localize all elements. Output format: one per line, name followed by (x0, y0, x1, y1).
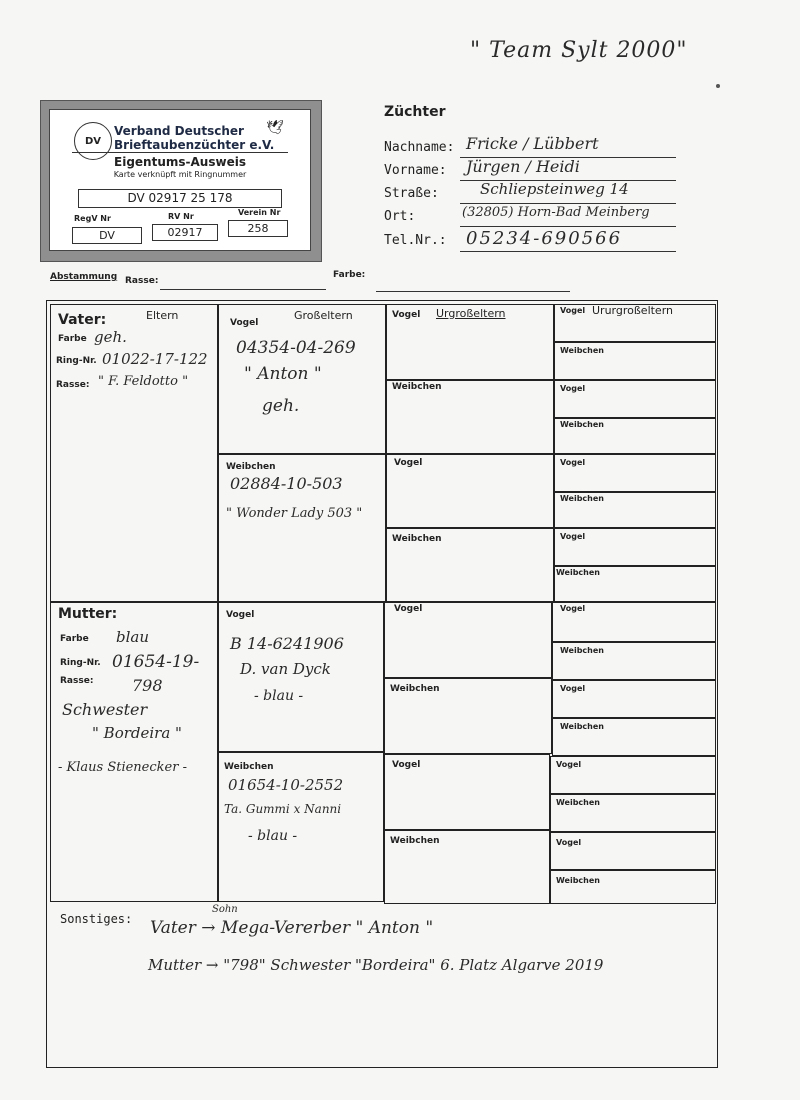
sonstiges-sohn: Sohn (212, 904, 238, 915)
urgross-4-label: Weibchen (392, 534, 442, 544)
vater-heading: Vater: (58, 312, 107, 328)
mutter-weibchen-ring: 01654-10-2552 (228, 776, 344, 794)
card-divider (72, 152, 288, 153)
vater-farbe-value: geh. (94, 328, 127, 346)
mutter-vogel-label: Vogel (226, 610, 255, 620)
ururgross-14-label: Weibchen (556, 798, 600, 807)
vater-weibchen-label: Weibchen (226, 462, 276, 472)
ururgross-2-label: Weibchen (560, 346, 604, 355)
vater-rasse-label: Rasse: (56, 380, 90, 390)
ururgross-11-label: Vogel (560, 684, 586, 693)
ururgross-12-label: Weibchen (560, 722, 604, 731)
mutter-farbe-value: blau (116, 628, 150, 646)
mutter-vogel-name: D. van Dyck (240, 660, 331, 678)
ururgross-1-label: Vogel (560, 306, 586, 315)
breeder-heading: Züchter (384, 104, 446, 120)
team-note: " Team Sylt 2000" (470, 38, 688, 63)
firstname-label: Vorname: (384, 163, 447, 178)
vater-ring-value: 01022-17-122 (102, 350, 208, 368)
mutter-vogel-ring: B 14-6241906 (230, 634, 344, 653)
verein-value: 258 (228, 220, 288, 237)
verein-label: Verein Nr (238, 208, 281, 217)
vater-vogel-farbe: geh. (262, 396, 300, 416)
mutter-box (50, 602, 218, 902)
phone-line (460, 251, 676, 252)
vater-weibchen-name: " Wonder Lady 503 " (226, 506, 363, 521)
mutter-vogel-farbe: - blau - (254, 688, 304, 704)
lastname-label: Nachname: (384, 140, 455, 155)
vater-vogel-name: " Anton " (244, 364, 322, 384)
ownership-card-inner (49, 109, 311, 251)
phone-value: 05234-690566 (466, 228, 623, 249)
mutter-rasse-label: Rasse: (60, 676, 94, 686)
rasse-label: Rasse: (125, 276, 159, 286)
card-linked-text: Karte verknüpft mit Ringnummer (113, 170, 247, 179)
rasse-line (160, 289, 326, 290)
sonstiges-label: Sonstiges: (60, 912, 133, 926)
urgrosseltern-heading: Urgroßeltern (436, 307, 506, 320)
ururgross-10-label: Weibchen (560, 646, 604, 655)
rv-value: 02917 (152, 224, 218, 241)
ururgross-8-label: Weibchen (556, 568, 600, 577)
ururgross-15-label: Vogel (556, 838, 582, 847)
urgross-7-label: Vogel (392, 760, 421, 770)
bird-icon: 🕊 (266, 120, 284, 136)
ururgrosseltern-heading: Ururgroßeltern (592, 304, 674, 317)
mutter-note3: - Klaus Stienecker - (58, 760, 187, 775)
grosseltern-heading: Großeltern (294, 309, 353, 322)
mutter-ring-value: 01654-19- (112, 652, 200, 672)
pigeon-logo-icon: DV (74, 122, 112, 160)
ururgross-6-label: Weibchen (560, 494, 604, 503)
card-title: Eigentums-Ausweis (114, 155, 246, 169)
firstname-value: Jürgen / Heidi (466, 157, 580, 176)
vater-vogel-ring: 04354-04-269 (236, 338, 356, 358)
lastname-value: Fricke / Lübbert (466, 134, 599, 153)
farbe-label: Farbe: (333, 270, 366, 280)
vater-box (50, 304, 218, 602)
mutter-weibchen-name: Ta. Gummi x Nanni (224, 802, 342, 816)
urgross-8-label: Weibchen (390, 836, 440, 846)
vater-weibchen-ring: 02884-10-503 (230, 474, 343, 493)
ururgross-13-label: Vogel (556, 760, 582, 769)
mutter-weibchen-farbe: - blau - (248, 828, 298, 844)
ownership-card (40, 100, 322, 262)
vater-farbe-label: Farbe (58, 334, 87, 344)
street-line (460, 203, 676, 204)
city-line (460, 226, 676, 227)
vater-ring-label: Ring-Nr. (56, 356, 97, 366)
ink-dot (716, 84, 720, 88)
mutter-ring-label: Ring-Nr. (60, 658, 101, 668)
card-org-line1: Verband Deutscher (114, 124, 244, 138)
card-dv-number: DV 02917 25 178 (78, 189, 282, 208)
mutter-heading: Mutter: (58, 606, 118, 622)
urgross-3-label: Vogel (394, 458, 423, 468)
rv-label: RV Nr (168, 212, 194, 221)
ururgross-16-label: Weibchen (556, 876, 600, 885)
street-label: Straße: (384, 186, 439, 201)
street-value: Schliepsteinweg 14 (480, 180, 629, 198)
card-org-name (114, 124, 274, 152)
ururgross-5-label: Vogel (560, 458, 586, 467)
abstammung-label: Abstammung (50, 272, 118, 282)
mutter-weibchen-box (218, 752, 384, 902)
sonstiges-line2: Mutter → "798" Schwester "Bordeira" 6. Platz Algarve 2019 (148, 956, 604, 974)
ururgross-9-label: Vogel (560, 604, 586, 613)
city-value: (32805) Horn-Bad Meinberg (462, 205, 650, 220)
vater-vogel-label: Vogel (230, 318, 259, 328)
regv-label: RegV Nr (74, 214, 111, 223)
urgross-5-label: Vogel (394, 604, 423, 614)
mutter-weibchen-label: Weibchen (224, 762, 274, 772)
urgross-1-label: Vogel (392, 310, 421, 320)
mutter-note2: " Bordeira " (92, 724, 182, 742)
mutter-note1: Schwester (62, 700, 148, 719)
sonstiges-line1: Vater → Mega-Vererber " Anton " (150, 918, 434, 938)
urgross-6-label: Weibchen (390, 684, 440, 694)
card-org-line2: Brieftaubenzüchter e.V. (114, 138, 275, 152)
mutter-ring2-value: 798 (132, 676, 163, 695)
vater-rasse-value: " F. Feldotto " (98, 374, 189, 389)
eltern-heading: Eltern (146, 309, 179, 322)
mutter-farbe-label: Farbe (60, 634, 89, 644)
ururgross-7-label: Vogel (560, 532, 586, 541)
phone-label: Tel.Nr.: (384, 233, 447, 248)
farbe-line (376, 291, 570, 292)
ururgross-4-label: Weibchen (560, 420, 604, 429)
regv-value: DV (72, 227, 142, 244)
city-label: Ort: (384, 209, 416, 224)
urgross-2-label: Weibchen (392, 382, 442, 392)
ururgross-3-label: Vogel (560, 384, 586, 393)
